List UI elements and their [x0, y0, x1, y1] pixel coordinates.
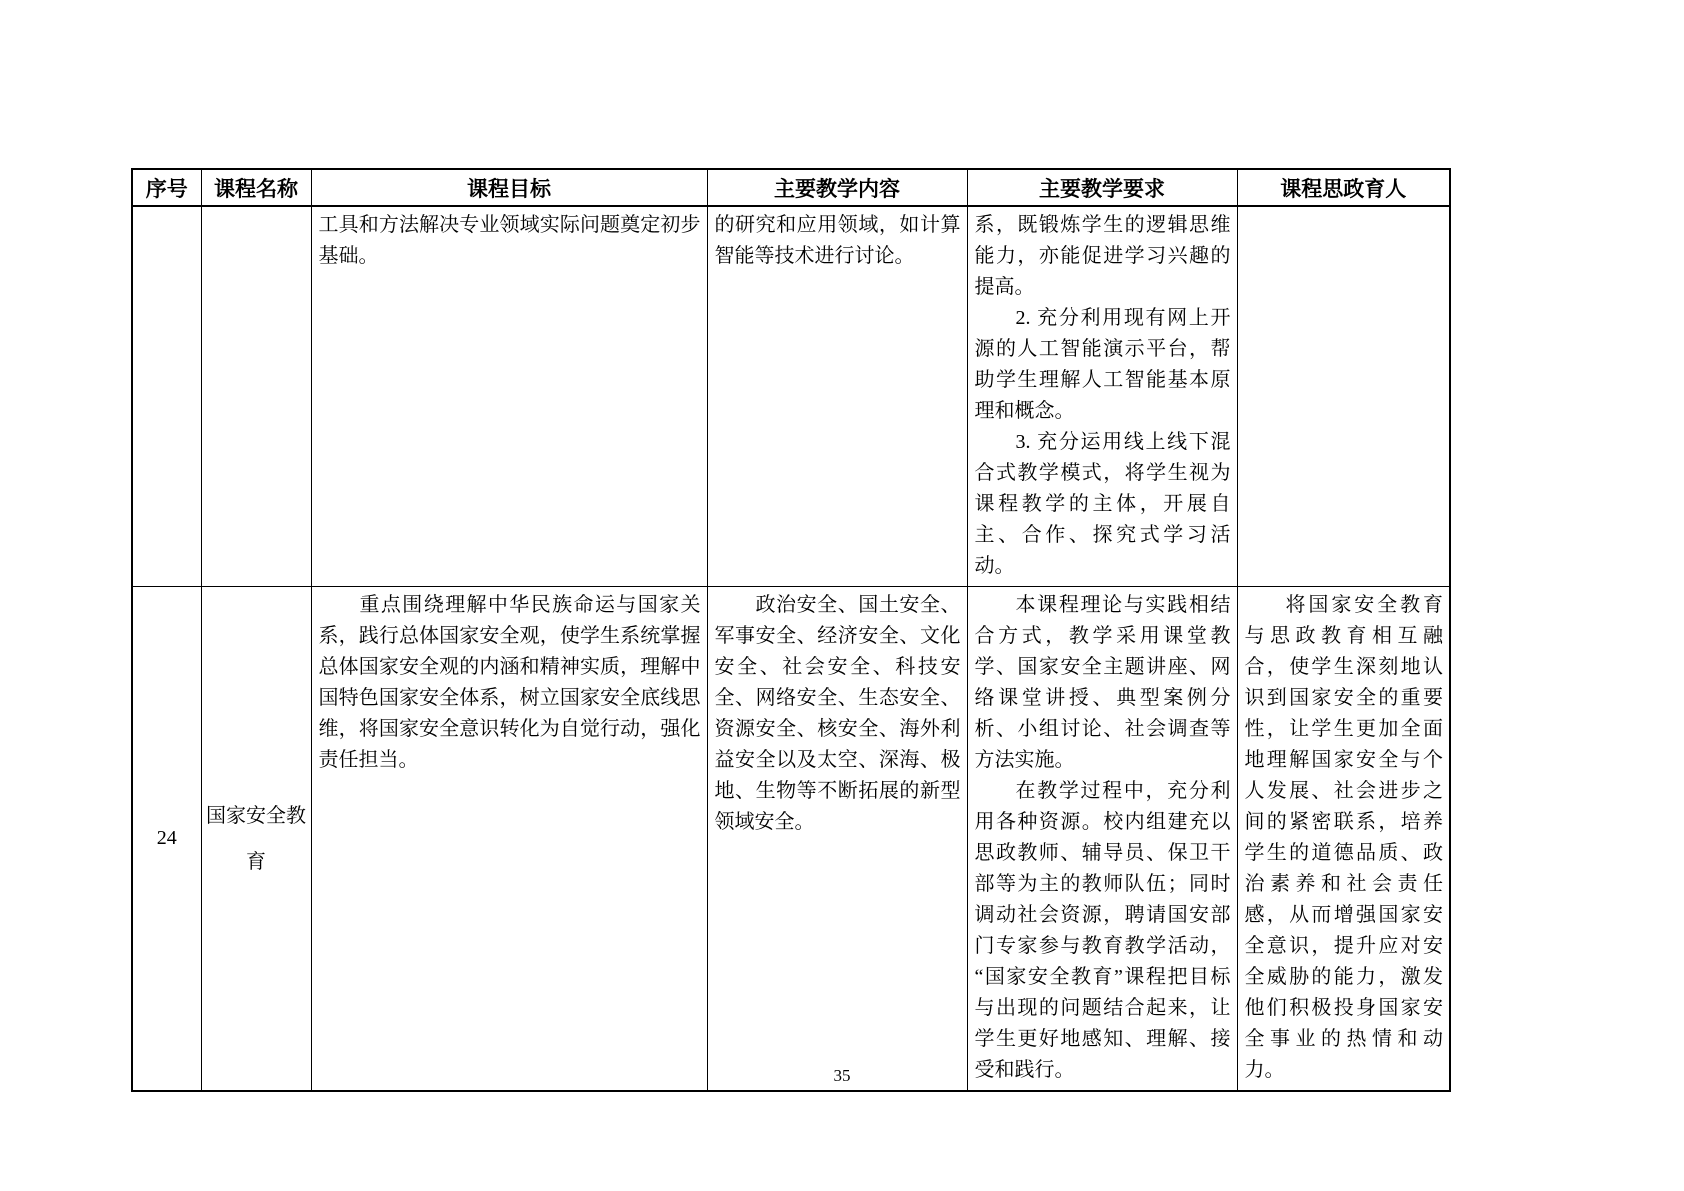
content-paragraph: 的研究和应用领域，如计算智能等技术进行讨论。 [714, 214, 961, 267]
cell-ideology [1237, 587, 1450, 1092]
table-row-24 [132, 587, 1450, 1092]
requirements-paragraph: 3. 充分运用线上线下混合式教学模式，将学生视为课程教学的主体，开展自主、合作、探究式学习活动。 [974, 431, 1231, 577]
table-header-row [132, 169, 1450, 206]
header-seq: 序号 [132, 169, 201, 206]
requirements-paragraph: 本课程理论与实践相结合方式，教学采用课堂教学、国家安全主题讲座、网络课堂讲授、典型案例分析、小组讨论、社会调查等方法实施。 [974, 594, 1231, 771]
content-paragraph: 政治安全、国土安全、军事安全、经济安全、文化安全、社会安全、科技安全、网络安全、生态安全、资源安全、核安全、海外利益安全以及太空、深海、极地、生物等不断拓展的新型领域安全。 [714, 594, 961, 833]
course-table [131, 168, 1451, 1092]
requirements-paragraph: 在教学过程中，充分利用各种资源。校内组建充以思政教师、辅导员、保卫干部等为主的教师队伍；同时调动社会资源，聘请国安部门专家参与教育教学活动，“国家安全教育”课程把目标与出现的问题结合起来，让学生更好地感知、理解、接受和践行。 [974, 780, 1231, 1081]
objectives-paragraph: 工具和方法解决专业领域实际问题奠定初步基础。 [318, 214, 701, 267]
objectives-paragraph: 重点围绕理解中华民族命运与国家关系，践行总体国家安全观，使学生系统掌握总体国家安全观的内涵和精神实质，理解中国特色国家安全体系，树立国家安全底线思维，将国家安全意识转化为自觉行动，强化责任担当。 [318, 594, 701, 771]
cell-teaching-requirements [967, 587, 1237, 1092]
table-row-continuation [132, 206, 1450, 587]
header-course-name: 课程名称 [201, 169, 311, 206]
cell-teaching-requirements [967, 206, 1237, 587]
cell-ideology [1237, 206, 1450, 587]
cell-course-name: 国家安全教育 [201, 587, 311, 1092]
page-number: 35 [833, 1066, 851, 1085]
ideology-paragraph: 将国家安全教育与思政教育相互融合，使学生深刻地认识到国家安全的重要性，让学生更加全面地理解国家安全与个人发展、社会进步之间的紧密联系，培养学生的道德品质、政治素养和社会责任感，从而增强国家安全意识，提升应对安全威胁的能力，激发他们积极投身国家安全事业的热情和动力。 [1244, 594, 1443, 1081]
header-teaching-requirements: 主要教学要求 [967, 169, 1237, 206]
header-ideology: 课程思政育人 [1237, 169, 1450, 206]
cell-teaching-content [707, 587, 967, 1092]
cell-teaching-content [707, 206, 967, 587]
cell-seq [132, 206, 201, 587]
cell-objectives [311, 587, 707, 1092]
cell-course-name [201, 206, 311, 587]
requirements-paragraph: 系，既锻炼学生的逻辑思维能力，亦能促进学习兴趣的提高。 [974, 214, 1231, 298]
cell-seq: 24 [132, 587, 201, 1092]
cell-objectives [311, 206, 707, 587]
header-teaching-content: 主要教学内容 [707, 169, 967, 206]
requirements-paragraph: 2. 充分利用现有网上开源的人工智能演示平台，帮助学生理解人工智能基本原理和概念。 [974, 307, 1231, 422]
header-objectives: 课程目标 [311, 169, 707, 206]
